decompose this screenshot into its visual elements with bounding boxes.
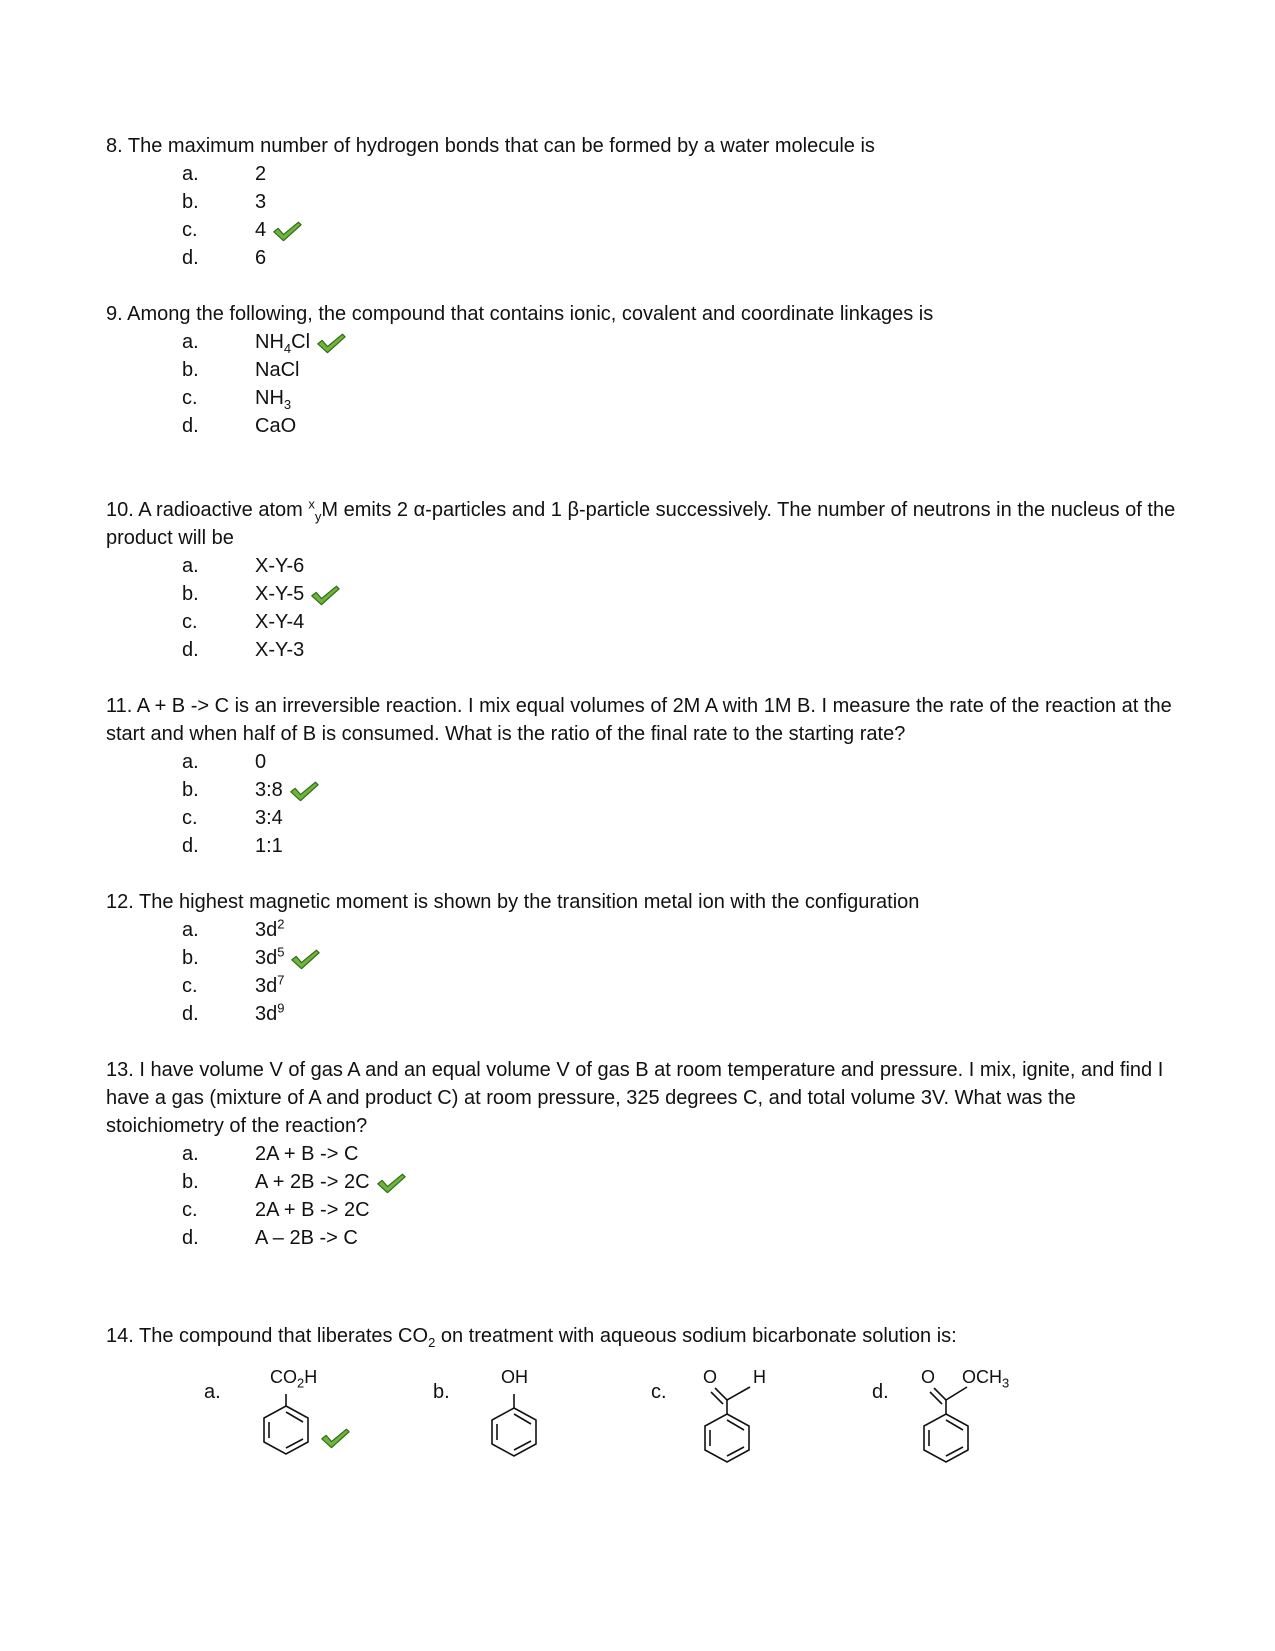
option-value: NaCl [255,359,300,381]
option-letter: a. [182,555,199,577]
option-letter: b. [182,583,199,605]
option-letter: b. [182,359,199,381]
question-13 [106,1056,1196,1140]
option-value: A – 2B -> C [255,1227,358,1249]
benzene-ring-c [696,1384,776,1480]
question-11 [106,692,1196,748]
question-text: The compound that liberates $CO_2$ on treatment with aqueous sodium bicarbonate solution is: [139,1325,957,1350]
option-value: 2A + B -> 2C [255,1199,370,1221]
option-value: $3d^2$ [255,916,285,941]
option-letter: c. [182,975,198,997]
option-letter: c. [182,807,198,829]
option-letter: c. [182,219,198,241]
question-text: A + B -> C is an irreversible reaction. I mix equal volumes of 2M A with 1M B. I measure the rate of the reaction at the start and when half of B is consumed. What is the ratio of the final rate to the starting rate? [106,695,1172,745]
option-letter: b. [182,191,199,213]
option-letter: a. [182,331,199,353]
option-value: $NH_4Cl$ [255,328,346,356]
question-10 [106,496,1196,552]
option-value: X-Y-6 [255,555,305,577]
question-text: I have volume V of gas A and an equal volume V of gas B at room temperature and pressure. I mix, ignite, and find I have a gas (mixture of A and product C) at room pressure, 325 degrees C, and total volume 3V. What was the stoichiometry of the reaction? [106,1059,1164,1137]
question-12 [106,888,1196,916]
option-letter: c. [182,1199,198,1221]
question-text: A radioactive atom $^x_y$M emits 2 α-particles and 1 β-particle successively. The number of neutrons in the nucleus of the product will be [106,496,1176,549]
option-value: 3 [255,191,267,213]
question-9 [106,300,1196,328]
option-d-oxygen-label: O [921,1367,936,1387]
option-value: X-Y-3 [255,639,305,661]
option-value: 4 [255,219,267,241]
option-value: 0 [255,751,267,773]
option-d-letter: d. [872,1381,889,1403]
option-value: X-Y-5 [255,583,305,605]
option-letter: b. [182,779,199,801]
question-number: 8. [106,135,123,157]
option-letter: d. [182,1003,199,1025]
option-letter: c. [182,611,198,633]
check-mark-icon [272,220,302,242]
option-letter: a. [182,1143,199,1165]
option-letter: d. [182,247,199,269]
option-value: 3:4 [255,807,283,829]
option-letter: a. [182,751,199,773]
option-c-oxygen-label: O [703,1367,718,1387]
check-mark-icon [376,1172,406,1194]
option-value: $3d^9$ [255,1000,285,1025]
question-8 [106,132,1196,160]
option-letter: b. [182,947,199,969]
benzene-ring-d [915,1384,995,1480]
option-letter: a. [182,163,199,185]
option-value: 6 [255,247,267,269]
question-number: 9. [106,303,123,325]
option-value: X-Y-4 [255,611,305,633]
option-value: $3d^5$ [255,944,320,972]
option-c-hydrogen-label: H [753,1367,766,1387]
option-b-letter: b. [433,1381,450,1403]
question-text: The maximum number of hydrogen bonds that can be formed by a water molecule is [127,135,875,157]
question-text: The highest magnetic moment is shown by the transition metal ion with the configuration [139,891,920,913]
option-value: 1:1 [255,835,283,857]
question-number: 10. [106,499,134,521]
question-14 [106,1322,1196,1350]
option-b-group-label: OH [501,1367,528,1387]
question-number: 14. [106,1325,134,1347]
option-letter: d. [182,639,199,661]
option-value: $NH_3$ [255,387,292,412]
check-mark-icon [289,780,319,802]
option-letter: c. [182,387,198,409]
option-letter: b. [182,1171,199,1193]
option-letter: d. [182,835,199,857]
option-letter: a. [182,919,199,941]
check-mark-icon [310,584,340,606]
option-value: A + 2B -> 2C [255,1171,370,1193]
option-a-letter: a. [204,1381,221,1403]
option-letter: d. [182,415,199,437]
option-a-group-label: $CO_2H$ [270,1367,318,1391]
option-value: 3:8 [255,779,283,801]
question-number: 12. [106,891,134,913]
option-c-letter: c. [651,1381,667,1403]
option-value: CaO [255,415,297,437]
benzene-ring-b [482,1390,552,1470]
question-text: Among the following, the compound that contains ionic, covalent and coordinate linkages is [127,303,934,325]
option-letter: d. [182,1227,199,1249]
question-number: 11. [106,695,133,717]
check-mark-icon [290,948,320,970]
check-mark-icon [320,1427,350,1449]
check-mark-icon [316,332,346,354]
option-value: $3d^7$ [255,972,285,997]
option-d-methoxy-label: $OCH_3$ [962,1367,1010,1391]
option-value: 2A + B -> C [255,1143,359,1165]
option-value: 2 [255,163,267,185]
question-number: 13. [106,1059,134,1081]
